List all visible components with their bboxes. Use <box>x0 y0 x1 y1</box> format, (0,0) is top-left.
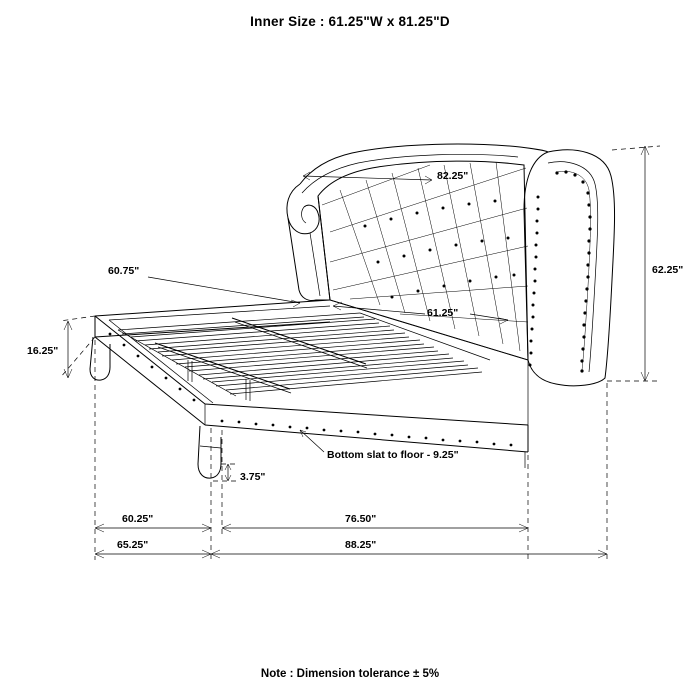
dimension-depth-outer-left: 65.25" <box>117 539 149 551</box>
page-title: Inner Size : 61.25"W x 81.25"D <box>250 14 450 29</box>
dimension-depth-inner: 60.25" <box>122 513 154 525</box>
dimension-inner-width-rail: 61.25" <box>427 307 459 319</box>
dimension-depth-overall: 88.25" <box>345 539 377 551</box>
tolerance-note: Note : Dimension tolerance ± 5% <box>260 668 440 680</box>
dimension-headboard-height: 82.25" <box>437 170 469 182</box>
dimension-leg-height: 3.75" <box>240 471 266 483</box>
dimension-inner-width-top: 60.75" <box>108 265 140 277</box>
dimension-overall-height-right: 62.25" <box>652 264 684 276</box>
dimension-side-rail-height: 16.25" <box>27 345 59 357</box>
dimension-bottom-slat-to-floor: Bottom slat to floor - 9.25" <box>327 449 459 461</box>
dimension-depth-mid: 76.50" <box>345 513 377 525</box>
